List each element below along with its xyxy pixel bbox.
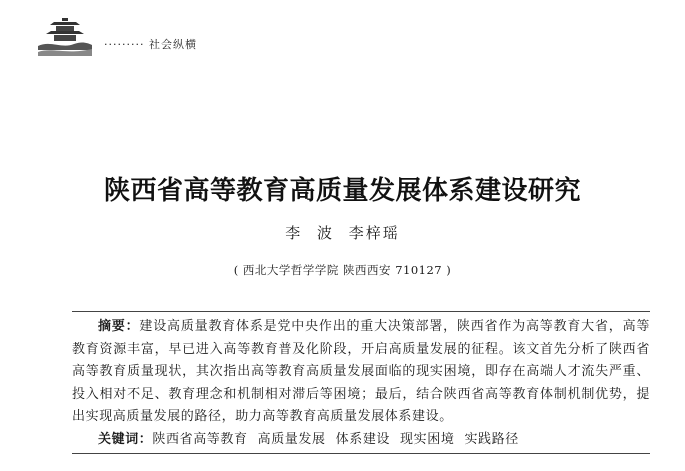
- abstract-label: 摘要：: [98, 319, 140, 334]
- keyword: 高质量发展: [257, 432, 326, 447]
- top-rule: [72, 311, 650, 312]
- keyword: 陕西省高等教育: [152, 432, 248, 447]
- keyword: 体系建设: [335, 432, 391, 447]
- keyword: 实践路径: [464, 432, 519, 447]
- abstract: [72, 316, 650, 429]
- bottom-rule: [72, 453, 650, 454]
- authors: 李 波 李梓瑶: [285, 224, 400, 242]
- keyword: 现实困境: [400, 432, 455, 447]
- pagoda-logo: [36, 16, 94, 60]
- affiliation: ( 西北大学哲学学院 陕西西安 710127 ): [233, 263, 452, 277]
- section-tag: ········· 社会纵横: [104, 38, 197, 51]
- article-title: 陕西省高等教育高质量发展体系建设研究: [103, 176, 581, 206]
- keywords: [72, 429, 650, 451]
- abstract-text: 建设高质量教育体系是党中央作出的重大决策部署，陕西省作为高等教育大省，高等教育资源丰富，早已进入高等教育普及化阶段，开启高质量发展的征程。该文首先分析了陕西省高等教育质量现状，其次指出高等教育高质量发展面临的现实困境，即存在高端人才流失严重、投入相对不足、教育理念和机制相对滞后等困境；最后，结合陕西省高等教育体制机制优势，提出实现高质量发展的路径，助力高等教育高质量发展体系建设。: [72, 319, 650, 424]
- keywords-label: 关键词：: [98, 432, 153, 447]
